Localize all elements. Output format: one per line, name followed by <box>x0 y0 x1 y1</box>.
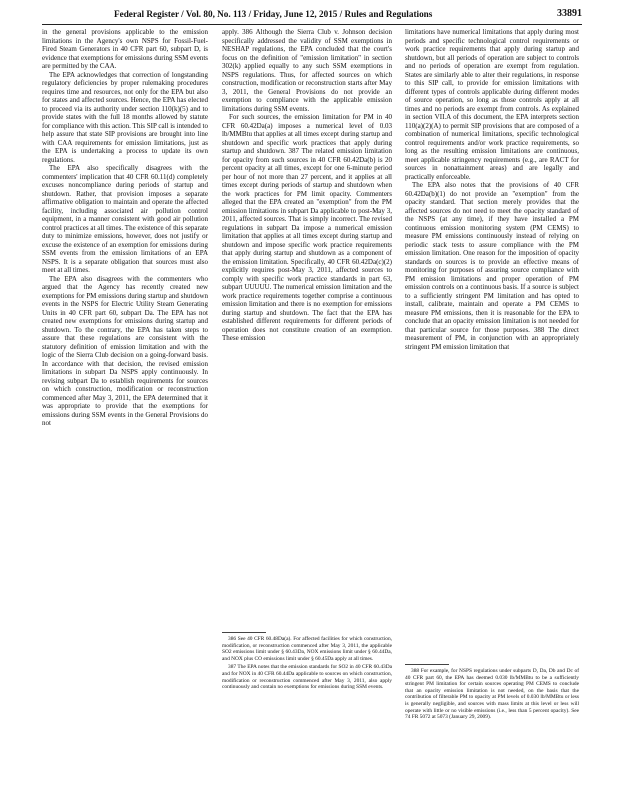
header-rule <box>42 24 582 25</box>
paragraph: The EPA acknowledges that correction of longstanding regulatory deficiencies by proper rulemaking procedures requires time and resources, not only for the EPA but also for states and affected sources. Hence, the EPA has elected to proceed via its authority under section 110(k)(5) and to provide states with the full 18 months allowed by statute for compliance with this action. This SIP call is intended to help assure that state SIP provisions are brought into line with CAA requirements for emission limitations, just as the EPA is undertaking a process to update its own regulations. <box>42 70 208 164</box>
paragraph: The EPA also notes that the provisions of 40 CFR 60.42Da(b)(1) do not provide an "exemption" from the opacity standard. That section merely provides that the affected sources do not need to meet the opacity standard of the NSPS (at any time), if they have installed a PM continuous emission monitoring system (PM CEMS) to measure PM emissions continuously instead of relying on periodic stack tests to assure compliance with the PM emission limitation. One reason for the imposition of opacity standards on sources is to provide an effective means of monitoring for purposes of assuring source compliance with PM emission limitations and proper operation of PM emission controls on a continuous basis. If a source is subject to a sufficiently stringent PM limitation and has opted to install, calibrate, maintain and operate a PM CEMS to measure PM emissions, then it is reasonable for the EPA to conclude that an opacity emission limitation is not needed for that particular source for those purposes. 388 The direct measurement of PM, in conjunction with an appropriately stringent PM emission limitation that <box>405 181 579 351</box>
footnote-rule <box>405 664 449 665</box>
paragraph: limitations have numerical limitations that apply during most periods and specific technological control requirements or work practice requirements that apply during startup and shutdown, but all periods of operation are subject to controls and no periods of operation are exempt from regulation. States are similarly able to alter their regulations, in response to this SIP call, to provide for emission limitations with different types of controls applicable during different modes of source operation, so long as those controls apply at all times and no periods are exempt from controls. As explained in section VII.A of this document, the EPA interprets section 110(a)(2)(A) to permit SIP provisions that are composed of a combination of numerical limitations, specific technological control requirements and/or work practice requirements, so long as the resulting emission limitations are continuous, meet applicable stringency requirements (e.g., are RACT for sources in nonattainment areas) and are legally and practically enforceable. <box>405 28 579 181</box>
publication-line: Federal Register / Vol. 80, No. 113 / Friday, June 12, 2015 / Rules and Regulations <box>114 9 433 19</box>
paragraph: The EPA also disagrees with the commenters who argued that the Agency has recently created new exemptions for PM emissions during startup and shutdown events in the NSPS for Electric Utility Steam Generating Units in 40 CFR part 60, subpart Da. The EPA has not created new exemptions for emissions during startup and shutdown. To the contrary, the EPA has taken steps to assure that these regulations are consistent with the statutory definition of emission limitation and with the logic of the Sierra Club decision on a going-forward basis. In accordance with that decision, the revised emission limitations in subpart Da NSPS apply continuously. In revising subpart Da to establish requirements for sources on which construction, modification or reconstruction commenced after May 3, 2011, the EPA determined that it was appropriate to provide that the exemptions for emissions during SSM events in the General Provisions do not <box>42 274 208 427</box>
footnote: 386 See 40 CFR 60.48Da(a). For affected facilities for which construction, modification, or reconstruction commenced after May 3, 2011, the applicable SO2 emissions limit under § 60.43Da, NOX emissions limit under § 60.44Da, and NOX plus CO emissions limit under § 60.45Da apply at all times. <box>222 636 392 662</box>
footnotes-column-2 <box>222 636 392 693</box>
paragraph: The EPA also specifically disagrees with the commenters' implication that 40 CFR 60.11(d) completely excuses noncompliance during periods of startup and shutdown. Rather, that provision imposes a separate affirmative obligation to maintain and operate the affected facility, including associated air pollution control equipment, in a manner consistent with good air pollution control practices at all times. The existence of this separate duty to minimize emissions, however, does not justify or excuse the existence of an exemption for emissions during SSM events from the emission limitations of an EPA NSPS. It is a separate obligation that sources must also meet at all times. <box>42 164 208 274</box>
footnotes-column-3 <box>405 668 579 723</box>
page-header <box>42 6 582 22</box>
column-3 <box>405 28 579 351</box>
column-2 <box>222 28 392 343</box>
column-1 <box>42 28 208 428</box>
paragraph: apply. 386 Although the Sierra Club v. Johnson decision specifically addressed the validity of SSM exemptions in NESHAP regulations, the EPA concluded that the court's focus on the definition of "emission limitation" in section 302(k) applied equally to any such SSM exemptions in NSPS regulations. Thus, for affected sources on which construction, modification or reconstruction starts after May 3, 2011, the General Provisions do not provide an exemption to compliance with the applicable emission limitations during SSM events. <box>222 28 392 113</box>
page-number: 33891 <box>557 8 582 19</box>
paragraph: For such sources, the emission limitation for PM in 40 CFR 60.42Da(a) imposes a numerical level of 0.03 lb/MMBtu that applies at all times except during startup and shutdown and specific work practices that apply during startup and shutdown. 387 The related emission limitation for opacity from such sources in 40 CFR 60.42Da(b) is 20 percent opacity at all times, except for one 6-minute period per hour of not more than 27 percent, and it applies at all times except during periods of startup and shutdown when the work practices for PM limit opacity. Commenters alleged that the EPA created an "exemption" from the PM emission limitations in subpart Da applicable to post-May 3, 2011, affected sources. That is simply incorrect. The revised regulations in subpart Da impose a numerical emission limitation that applies at all times except during startup and shutdown and impose specific work practice requirements that apply during startup and shutdown as a component of the emission limitation. Specifically, 40 CFR 60.42Da(c)(2) explicitly requires post-May 3, 2011, affected sources to comply with specific work practice standards in part 63, subpart UUUUU. The numerical emission limitation and the work practice requirements together comprise a continuous emission limitation and there is no exemption for emissions during startup and shutdown. The fact that the EPA has established different requirements for different periods of operation does not constitute creation of an exemption. These emission <box>222 113 392 342</box>
footnote-rule <box>222 632 266 633</box>
paragraph: in the general provisions applicable to the emission limitations in the Agency's own NSPS for Fossil-Fuel-Fired Steam Generators in 40 CFR part 60, subpart D, is evidence that exemptions for emissions during SSM events are permitted by the CAA. <box>42 28 208 70</box>
footnote: 388 For example, for NSPS regulations under subparts D, Da, Db and Dc of 40 CFR part 60, the EPA has deemed 0.030 lb/MMBtu to be a sufficiently stringent PM limitation for certain sources operating PM CEMS to conclude that an opacity emission limitation is not needed, on the basis that the contribution of filterable PM to opacity at PM levels of 0.030 lb/MMBtu or less is generally negligible, and sources with mass limits at this level or less will operate with little or no visible emissions (i.e., less than 5 percent opacity). See 74 FR 5072 at 5073 (January 29, 2009). <box>405 668 579 721</box>
footnote: 387 The EPA notes that the emission standards for SO2 in 40 CFR 60.43Da and for NOX in 40 CFR 60.44Da applicable to sources on which construction, modification or reconstruction commenced after May 3, 2011, also apply continuously and contain no exemptions for emissions during SSM events. <box>222 664 392 691</box>
